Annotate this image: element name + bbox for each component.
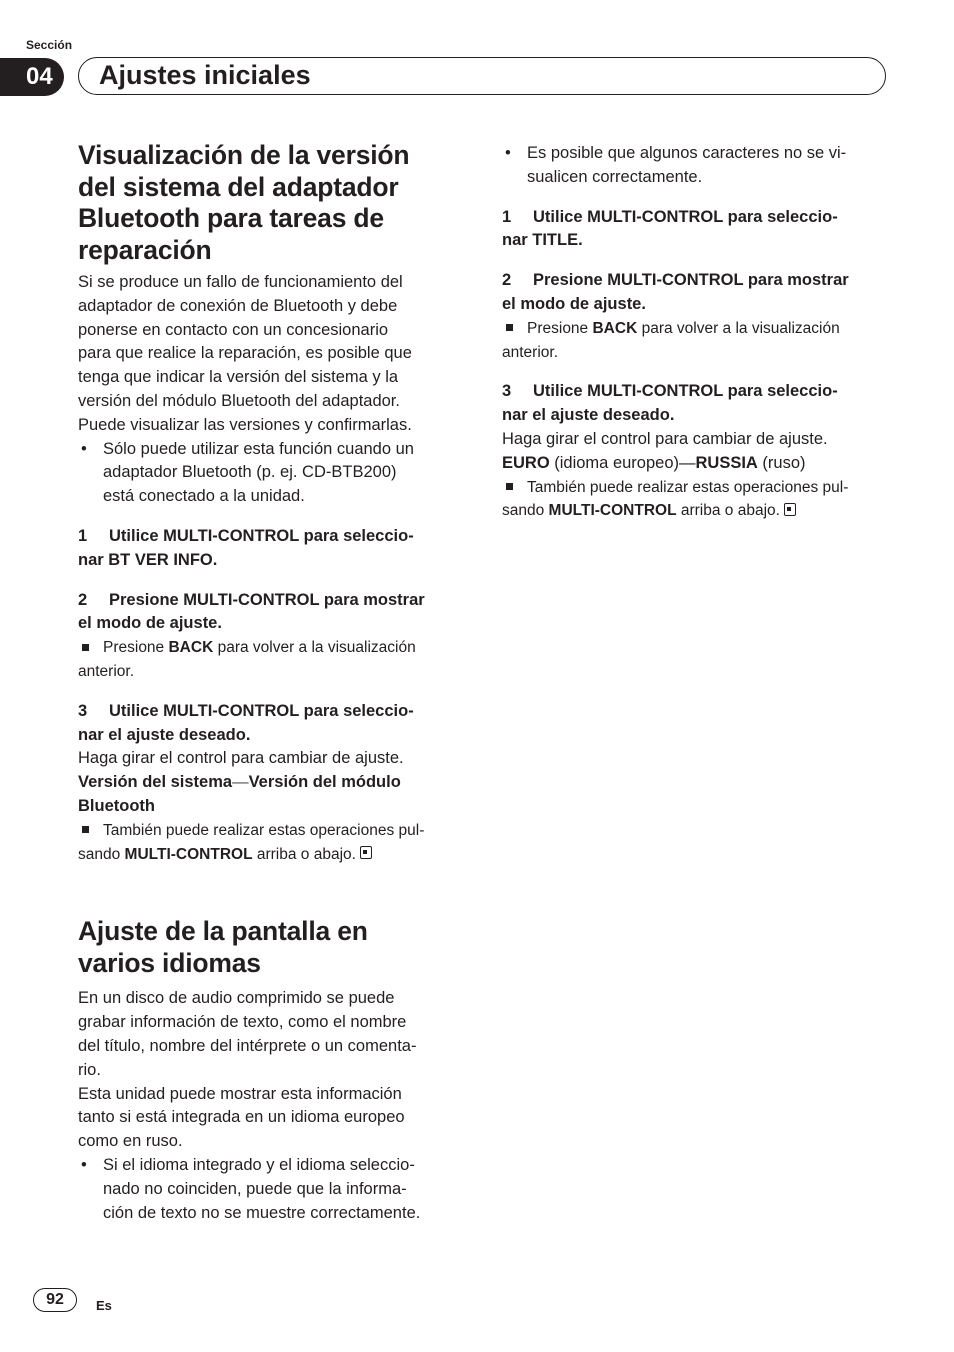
step-3: 3 Utilice MULTI-CONTROL para seleccio- nar el ajuste deseado. <box>78 701 414 744</box>
heading-bt-version: Visualización de la versión del sistema del adaptador Bluetooth para tareas de reparación <box>78 140 410 265</box>
bullet-item: • Sólo puede utilizar esta función cuando un adaptador Bluetooth (p. ej. CD-BTB200) está conectado a la unidad. <box>81 439 414 506</box>
page-number: 92 <box>33 1288 77 1312</box>
options-list: Versión del sistema—Versión del módulo Bluetooth <box>78 773 401 815</box>
options-list: EURO (idioma europeo)—RUSSIA (ruso) <box>502 453 806 472</box>
heading-language: Ajuste de la pantalla en varios idiomas <box>78 916 368 978</box>
note-multicontrol: También puede realizar estas operaciones pul- sando MULTI-CONTROL arriba o abajo. <box>78 821 425 863</box>
left-column <box>78 140 470 1225</box>
bullet-item: • Si el idioma integrado y el idioma seleccio- nado no coinciden, puede que la informa- ción de texto no se muestre correctamente. <box>81 1155 421 1222</box>
section-label: Sección <box>26 38 73 52</box>
language-code: Es <box>96 1298 112 1313</box>
bullet-dot: • <box>81 1155 87 1174</box>
chapter-title: Ajustes iniciales <box>99 60 311 90</box>
note-back: Presione BACK para volver a la visualización anterior. <box>78 639 416 680</box>
step-2: 2 Presione MULTI-CONTROL para mostrar el modo de ajuste. <box>78 590 425 633</box>
note-square-icon <box>506 483 513 490</box>
note-square-icon <box>82 644 89 651</box>
note-back: Presione BACK para volver a la visualización anterior. <box>502 319 840 361</box>
note-square-icon <box>82 826 89 833</box>
right-column <box>502 142 894 523</box>
section-number-badge: 04 <box>0 58 64 96</box>
language-paragraph-1: En un disco de audio comprimido se puede grabar información de texto, como el nombre del título, nombre del intérprete o un comenta- rio. <box>78 989 417 1079</box>
step-3: 3 Utilice MULTI-CONTROL para seleccio- nar el ajuste deseado. <box>502 382 838 425</box>
step-1: 1 Utilice MULTI-CONTROL para seleccio- nar BT VER INFO. <box>78 526 414 569</box>
intro-paragraph: Si se produce un fallo de funcionamiento del adaptador de conexión de Bluetooth y debe ponerse en contacto con un concesionario para que realice la reparación, es posible que tenga que indicar la versión del sistema y la versión del módulo Bluetooth del adaptador. Puede visualizar las versiones y confirmarlas. <box>78 273 412 434</box>
step-3-text: Haga girar el control para cambiar de ajuste. <box>502 429 828 448</box>
bullet-dot: • <box>505 144 511 162</box>
chapter-header <box>78 57 886 95</box>
language-paragraph-2: Esta unidad puede mostrar esta información tanto si está integrada en un idioma europeo como en ruso. <box>78 1084 405 1151</box>
note-multicontrol: También puede realizar estas operaciones pul- sando MULTI-CONTROL arriba o abajo. <box>502 478 849 520</box>
step-1: 1 Utilice MULTI-CONTROL para seleccio- nar TITLE. <box>502 207 838 250</box>
step-2: 2 Presione MULTI-CONTROL para mostrar el modo de ajuste. <box>502 271 849 313</box>
bullet-item: • Es posible que algunos caracteres no se vi- sualicen correctamente. <box>505 144 847 186</box>
note-square-icon <box>506 324 513 331</box>
step-3-text: Haga girar el control para cambiar de ajuste. <box>78 749 404 768</box>
bullet-dot: • <box>81 439 87 458</box>
end-mark-icon <box>784 503 796 516</box>
end-mark-icon <box>360 846 372 859</box>
